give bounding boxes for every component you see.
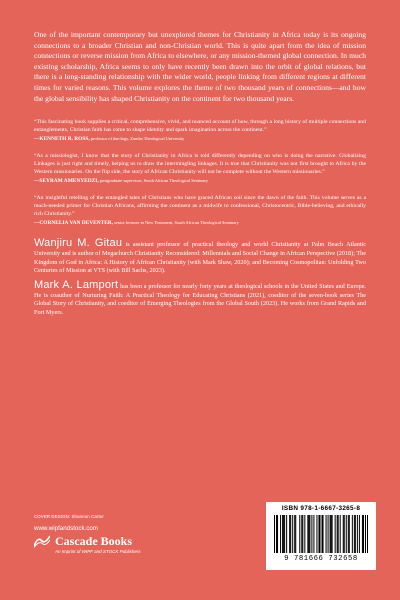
author-name: Mark A. Lamport	[34, 278, 119, 291]
endorsement-text: “An insightful retelling of the entangled tales of Christians who have graced African soil since the dawn of the faith. This volume serves as a much-needed primer for Christian Africans, affirming the continent as a midwife to confessional, Christocentric, Bible-believing, and ethically rich Christianity.”	[34, 195, 366, 218]
author-bio-lamport	[34, 278, 366, 318]
endorsement-text: “As a missiologist, I know that the story of Christianity in Africa is told differently depending on who is doing the narrative. Globalizing Linkages is just right and timely, helping us to draw the intermingling linkages. It is true that Christianity was not first brought to Africa by the Western missionaries. On the flip side, the story of African Christianity will not be complete without the Western missionaries.”	[34, 153, 366, 176]
publisher-block	[34, 514, 234, 554]
publisher-url: www.wipfandstock.com	[34, 525, 98, 532]
endorser-title: postgraduate supervisor, South African Theological Seminary	[98, 178, 209, 184]
endorsement-2	[34, 152, 366, 185]
publisher-name: Cascade Books	[55, 534, 133, 548]
endorser-name: —SEYRAM AMENYEDZI,	[34, 178, 99, 185]
isbn-number: ISBN 978-1-6667-3265-8	[281, 505, 361, 512]
book-description: One of the important contemporary but unexplored themes for Christianity in Africa today is its ongoing connections to a broader Christian and non-Christian world. This is quite apart from the idea of mission connections or reverse mission from Africa to elsewhere, or any mission-themed global connection. In much existing scholarship, Africa seems to only have recently been drawn into the orbit of global relations, but there is a long-standing relationship with the wider world, people linking from different regions at different times for varied reasons. This volume explores the theme of two thousand years of connections—and how the global sensibility has shaped Christianity on the continent for two thousand years.	[34, 30, 366, 103]
back-cover-text	[34, 30, 366, 318]
cascade-logo-icon	[34, 534, 50, 548]
isbn-barcode	[266, 502, 376, 570]
author-bio-text: has been a professor for nearly forty years at theological schools in the United States and Europe. He is coauthor of Nurturing Faith: A Practical Theology for Educating Christians (2021), coeditor of the seven-book series The Global Story of Christianity, and coeditor of Emerging Theologies from the Global South (2023). He works from Grand Rapids and Fort Myers.	[34, 282, 366, 317]
barcode-icon	[274, 515, 368, 553]
publisher-logo-row	[34, 534, 234, 548]
endorser-title: senior lecturer in New Testament, South African Theological Seminary	[113, 220, 239, 226]
author-bio-text: is assistant professor of practical theology and world Christianity at Palm Beach Atlantic University and is author of Megachurch Christianity Reconsidered: Millennials and Social Change in African Perspective (2018); The Kingdom of God in Africa: A History of African Christianity (with Mark Shaw, 2020); and Becoming Cosmopolitan: Unfolding Two Centuries of Mission at VTS (with Bill Sachs, 2023).	[34, 241, 366, 275]
endorsement-text: “This fascinating book supplies a critical, comprehensive, vivid, and nuanced account of how, through a long history of multiple connections and entanglements, Christian faith has come to shape identity and spark imagination across the continent.”	[34, 119, 366, 134]
endorser-name: —CORNELIA VAN DEVENTER,	[34, 220, 114, 227]
endorsement-1	[34, 118, 366, 143]
barcode-digits: 9 781666 732658	[284, 555, 358, 563]
author-bio-gitau	[34, 239, 366, 276]
endorsement-byline	[34, 219, 366, 227]
publisher-imprint: An Imprint of WIPF and STOCK Publishers	[55, 549, 141, 554]
endorsement-byline	[34, 135, 366, 143]
endorser-name: —KENNETH R. ROSS,	[34, 136, 90, 143]
endorsement-byline	[34, 177, 366, 185]
author-name: Wanjiru M. Gitau	[34, 237, 123, 250]
cover-design-credit: COVER DESIGN: Shannon Carter	[34, 514, 104, 519]
endorsement-3	[34, 194, 366, 227]
endorser-title: professor of theology, Zomba Theological University	[89, 136, 185, 142]
